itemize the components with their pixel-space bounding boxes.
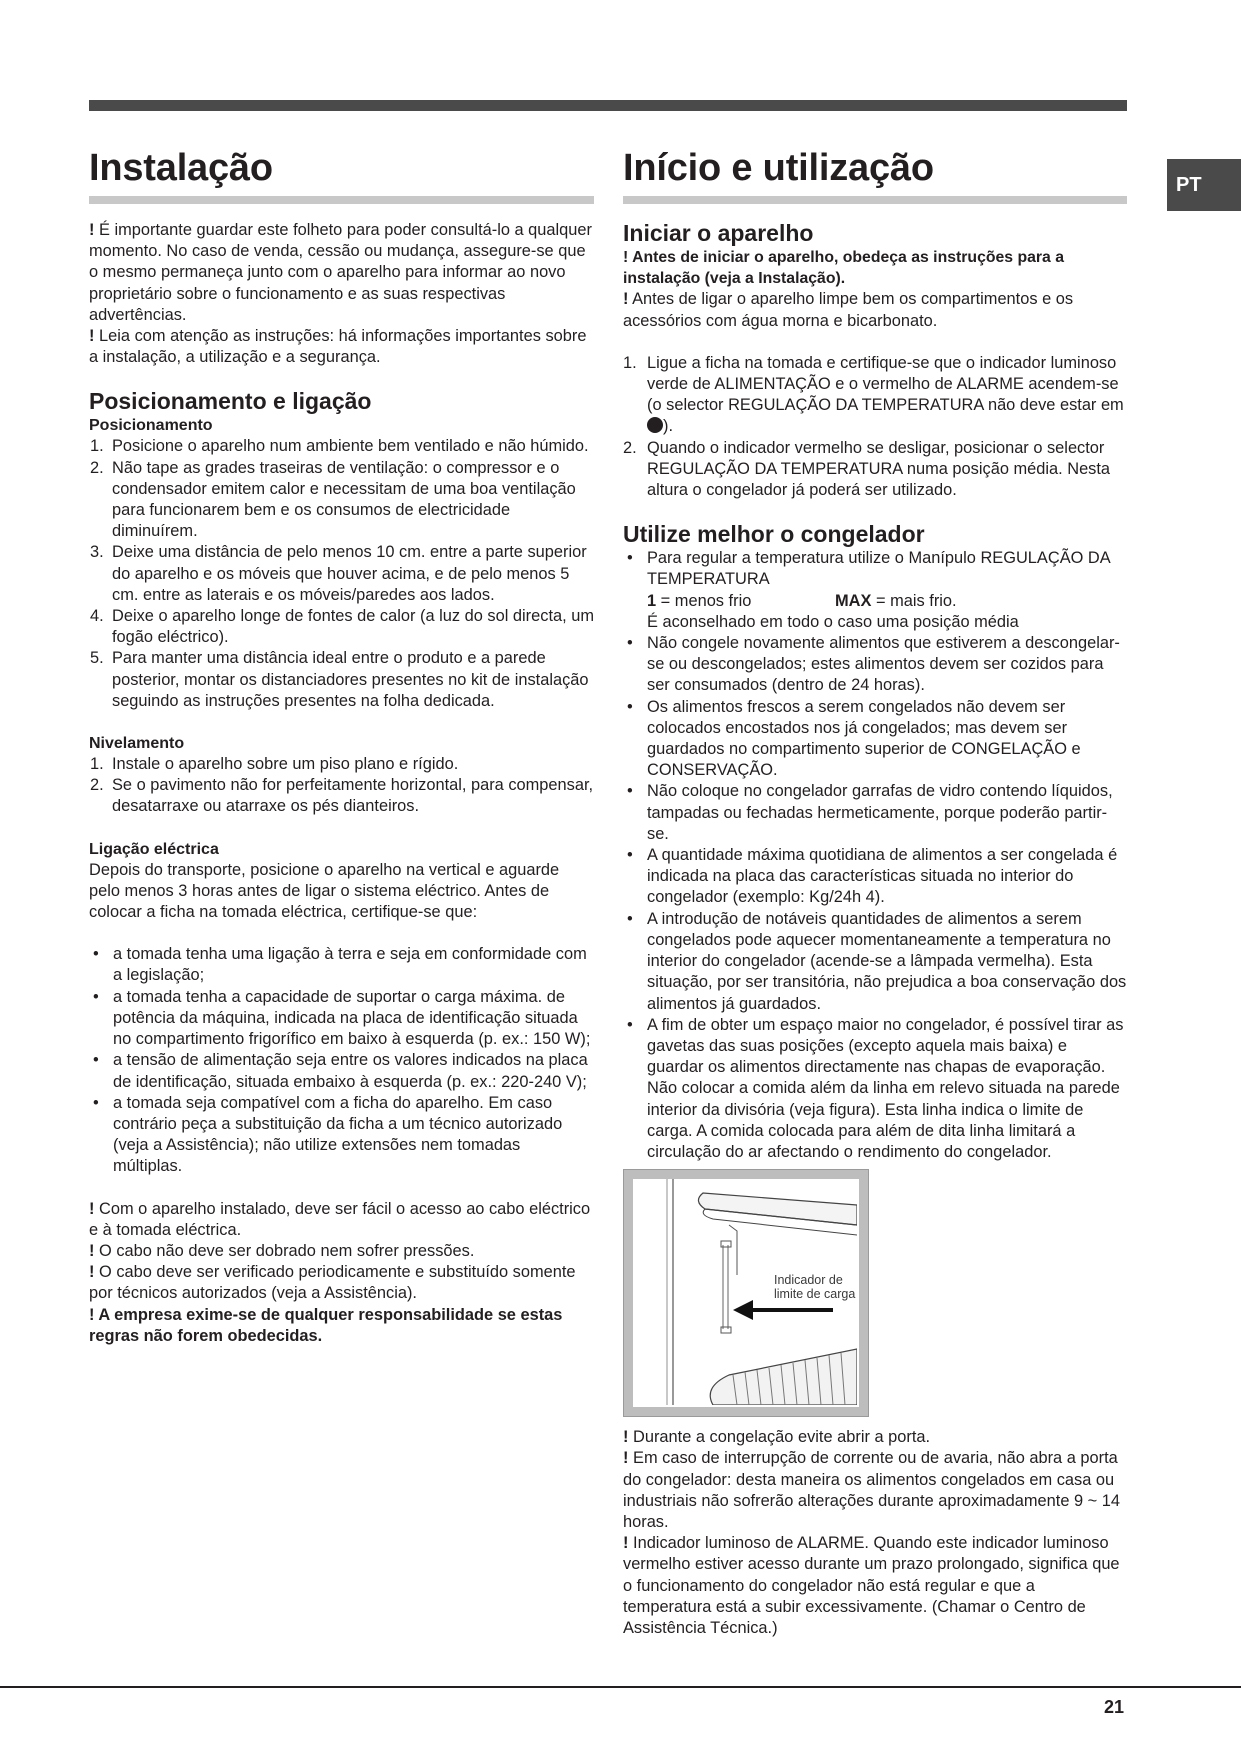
list-item: • a tensão de alimentação seja entre os valores indicados na placa de identificação, situada embaixo à esquerda (p. ex.: 220-240 V); xyxy=(93,1051,588,1091)
warning-cable-bend: ! O cabo não deve ser dobrado nem sofrer pressões. xyxy=(89,1241,475,1260)
electrical-checklist xyxy=(89,944,594,1177)
installation-column xyxy=(89,144,594,1347)
start-steps xyxy=(623,353,1127,501)
usage-title: Início e utilização xyxy=(623,144,1127,204)
start-cleaning-note: ! Antes de ligar o aparelho limpe bem os compartimentos e os acessórios com água morna e bicarbonato. xyxy=(623,290,1074,330)
use-heading: Utilize melhor o congelador xyxy=(623,521,925,548)
leveling-heading: Nivelamento xyxy=(89,735,185,753)
note-door: ! Durante a congelação evite abrir a porta. xyxy=(623,1428,931,1447)
page-number: 21 xyxy=(1104,1697,1125,1717)
liability-warning: ! A empresa exime-se de qualquer responsabilidade se estas regras não forem obedecidas. xyxy=(89,1305,563,1345)
off-position-icon xyxy=(647,417,663,433)
list-item: 3. Deixe uma distância de pelo menos 10 cm. entre a parte superior do aparelho e os móveis que houver acima, e de pelo menos 5 cm. entre as laterais e os móveis/paredes aos lados. xyxy=(90,543,587,604)
intro-paragraph-1: ! É importante guardar este folheto para poder consultá-lo a qualquer momento. No caso de venda, cessão ou mudança, assegure-se que o mesmo permaneça junto com o aparelho para informar ao novo proprietário sobre o funcionamento e as suas respectivas advertências. xyxy=(89,221,592,324)
warning-cable-check: ! O cabo deve ser verificado periodicamente e substituído somente por técnicos autorizados (veja a Assistência). xyxy=(89,1263,576,1303)
start-instruction: ! Antes de iniciar o aparelho, obedeça as instruções para a instalação (veja a Instalação). xyxy=(623,249,1065,288)
list-item: 2. Se o pavimento não for perfeitamente horizontal, para compensar, desatarraxe ou atarraxe os pés dianteiros. xyxy=(90,776,594,816)
list-item: • a tomada tenha a capacidade de suportar o carga máxima. de potência da máquina, indicada na placa de identificação situada no compartimento frigorífico em baixo à esquerda (p. ex.: 150 W); xyxy=(93,987,591,1049)
load-limit-figure xyxy=(623,1169,869,1417)
list-item: • Não congele novamente alimentos que estiverem a descongelar-se ou descongelados; estes alimentos devem ser cozidos para ser consumados (dentro de 24 horas). xyxy=(627,634,1120,695)
warning-mark: ! xyxy=(89,327,95,346)
list-item: • a tomada seja compatível com a ficha do aparelho. Em caso contrário peça a substituição da ficha a um técnico autorizado (veja a Assistência); não utilize extensões nem tomadas múltiplas. xyxy=(93,1093,563,1176)
warning-access: ! Com o aparelho instalado, deve ser fácil o acesso ao cabo eléctrico e à tomada eléctrica. xyxy=(89,1199,591,1239)
list-item: 1. Posicione o aparelho num ambiente bem ventilado e não húmido. xyxy=(90,437,589,456)
list-item: • Não coloque no congelador garrafas de vidro contendo líquidos, tampadas ou fechadas hermeticamente, porque poderão partir-se. xyxy=(627,782,1113,843)
list-item: • A introdução de notáveis quantidades de alimentos a serem congelados pode aquecer momentaneamente a temperatura no interior do congelador (acende-se a lâmpada vermelha). Esta situação, por ser transitória, não prejudica a boa conservação dos alimentos já guardados. xyxy=(627,909,1127,1013)
top-rule xyxy=(89,100,1127,111)
bottom-rule xyxy=(0,1686,1241,1688)
note-power-failure: ! Em caso de interrupção de corrente ou de avaria, não abra a porta do congelador: desta maneira os alimentos congelados em casa ou industriais não sofrerão alterações durante aproximadamente 9 ~ 14 horas. xyxy=(623,1449,1121,1531)
warning-mark: ! xyxy=(89,221,95,239)
installation-title: Instalação xyxy=(89,144,594,204)
list-item: 2. Quando o indicador vermelho se desligar, posicionar o selector REGULAÇÃO DA TEMPERATURA numa posição média. Nesta altura o congelador já poderá ser utilizado. xyxy=(623,438,1111,500)
list-item: • Os alimentos frescos a serem congelados não devem ser colocados encostados nos já congelados; mas devem ser guardados no compartimento superior de CONGELAÇÃO e CONSERVAÇÃO. xyxy=(627,697,1081,780)
list-item: 5. Para manter uma distância ideal entre o produto e a parede posterior, montar os distanciadores presentes no kit de instalação seguindo as instruções presentes na folha dedicada. xyxy=(90,649,589,710)
note-alarm: ! Indicador luminoso de ALARME. Quando este indicador luminoso vermelho estiver acesso durante um prazo prolongado, significa que o funcionamento do congelador não está regular e que a temperatura está a subir excessivamente. (Chamar o Centro de Assistência Técnica.) xyxy=(623,1534,1120,1637)
language-tab: PT xyxy=(1167,159,1241,211)
positioning-heading: Posicionamento e ligação xyxy=(89,388,372,415)
positioning-subheading: Posicionamento xyxy=(89,417,213,435)
list-item: • a tomada tenha uma ligação à terra e seja em conformidade com a legislação; xyxy=(93,945,587,985)
electrical-heading: Ligação eléctrica xyxy=(89,840,219,858)
list-item: • Para regular a temperatura utilize o Manípulo REGULAÇÃO DA TEMPERATURA 1 = menos frio MAX = mais frio. É aconselhado em todo o caso uma posição média xyxy=(623,548,1127,633)
list-item: • A quantidade máxima quotidiana de alimentos a ser congelada é indicada na placa das características situada no interior do congelador (exemplo: Kg/24h 4). xyxy=(627,846,1118,907)
list-item: • A fim de obter um espaço maior no congelador, é possível tirar as gavetas das suas posições (excepto aquela mais baixa) e guardar os alimentos directamente nas chapas de evaporação. Não colocar a comida além da linha em relevo situada na parede interior da divisória (veja figura). Esta linha indica o limite de carga. A comida colocada para além de dita linha limitará a circulação do ar afectando o rendimento do congelador. xyxy=(627,1015,1124,1161)
intro-paragraph-2: ! Leia com atenção as instruções: há informações importantes sobre a instalação, a utilização e a segurança. xyxy=(89,327,587,367)
list-item: 1. Instale o aparelho sobre um piso plano e rígido. xyxy=(90,755,459,774)
list-item: 1. Ligue a ficha na tomada e certifique-se que o indicador luminoso verde de ALIMENTAÇÃO e o vermelho de ALARME acendem-se (o selector REGULAÇÃO DA TEMPERATURA não deve estar em ). xyxy=(623,353,1124,436)
positioning-list xyxy=(89,436,594,712)
electrical-intro: Depois do transporte, posicione o aparelho na vertical e aguarde pelo menos 3 horas antes de ligar o sistema eléctrico. Antes de colocar a ficha na tomada eléctrica, certifique-se que: xyxy=(89,860,560,922)
list-item: 2. Não tape as grades traseiras de ventilação: o compressor e o condensador emitem calor e necessitam de uma boa ventilação para funcionarem bem e os consumos de electricidade diminuírem. xyxy=(90,458,576,541)
use-tips xyxy=(623,548,1127,1163)
leveling-list xyxy=(89,754,594,818)
usage-column xyxy=(623,144,1127,1639)
figure-label: Indicador de limite de carga xyxy=(774,1273,856,1302)
thermostat-settings: 1 = menos frio MAX = mais frio. xyxy=(647,591,957,610)
list-item: 4. Deixe o aparelho longe de fontes de calor (a luz do sol directa, um fogão eléctrico). xyxy=(90,607,594,647)
start-heading: Iniciar o aparelho xyxy=(623,220,814,246)
